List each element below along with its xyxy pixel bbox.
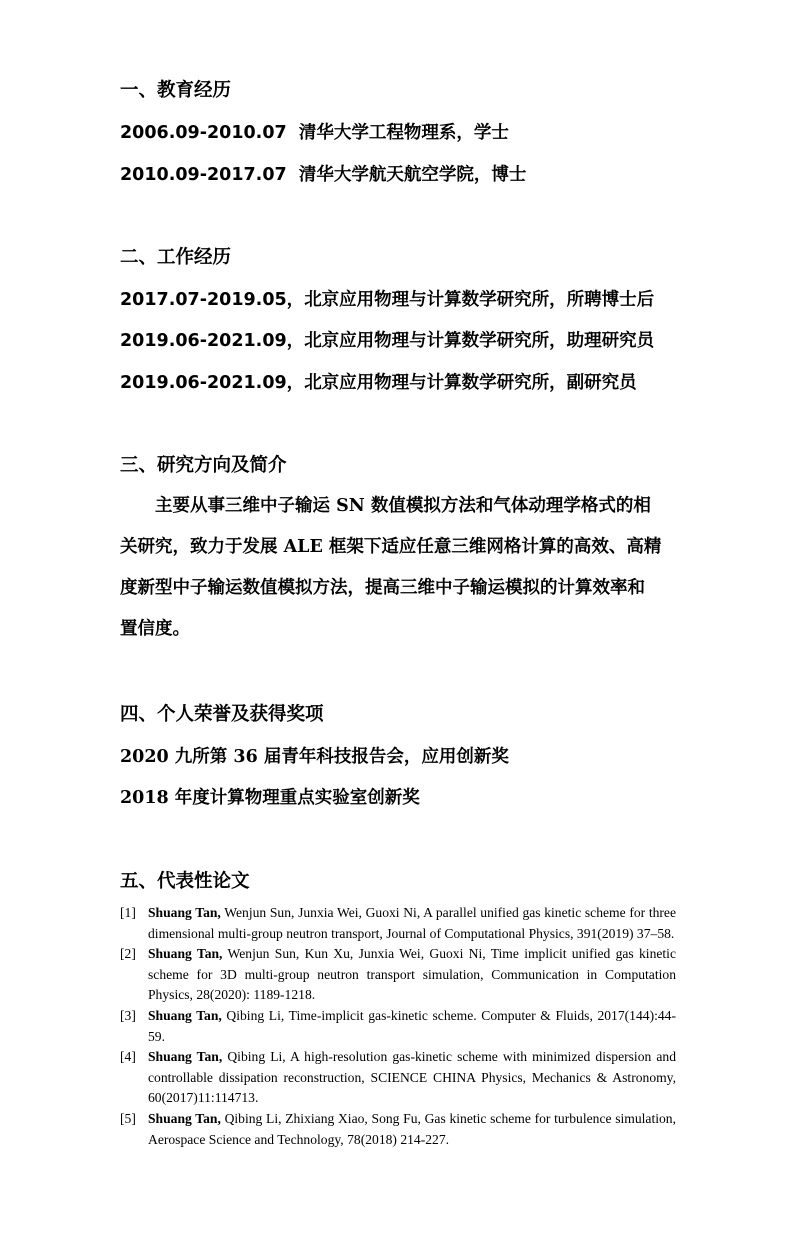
research-line: 置信度。 [120,619,190,639]
reference-number: [5] [120,1110,136,1126]
reference-author: Shuang Tan, [148,1110,221,1126]
work-item [120,329,654,353]
education-item [120,121,509,145]
reference-number: [4] [120,1049,136,1065]
reference-number: [1] [120,905,136,920]
reference-number: [3] [120,1007,136,1023]
reference-text [148,903,676,944]
reference-item [120,903,676,944]
reference-item [120,1047,676,1109]
reference-item [120,1006,676,1047]
research-line: 度新型中子输运数值模拟方法，提高三维中子输运模拟的计算效率和 [120,578,645,598]
education-date: 2006.09-2010.07 [120,123,287,143]
reference-text [148,944,676,1006]
reference-rest: Qibing Li, Time-implicit gas-kinetic scheme. Computer & Fluids, 2017(144):44-59. [148,1007,676,1044]
honors-heading: 四、个人荣誉及获得奖项 [120,704,324,725]
reference-item [120,1109,676,1150]
work-text: 北京应用物理与计算数学研究所，副研究员 [304,373,637,393]
reference-author: Shuang Tan, [148,946,223,962]
reference-text [148,1006,676,1047]
work-item [120,371,637,395]
reference-rest: Wenjun Sun, Kun Xu, Junxia Wei, Guoxi Ni, Time implicit unified gas kinetic scheme for 3D multi-group neutron transport simulation, Communication in Computation Physics, 28(2020): 1189-1218. [148,946,676,1003]
reference-rest: Qibing Li, A high-resolution gas-kinetic scheme with minimized dispersion and controllable dissipation reconstruction, SCIENCE CHINA Physics, Mechanics & Astronomy, 60(2017)11:114713. [148,1049,677,1106]
work-date: 2019.06-2021.09， [120,331,305,351]
work-item [120,288,654,312]
education-item [120,163,526,187]
papers-heading: 五、代表性论文 [120,871,250,892]
reference-author: Shuang Tan, [148,1007,222,1023]
education-text: 清华大学航天航空学院，博士 [298,165,527,185]
education-text: 清华大学工程物理系，学士 [298,123,509,143]
work-heading: 二、工作经历 [120,247,232,268]
reference-text [148,1047,676,1109]
reference-list [120,903,676,1150]
reference-author: Shuang Tan, [148,905,221,920]
reference-rest: Wenjun Sun, Junxia Wei, Guoxi Ni, A parallel unified gas kinetic scheme for three dimensional multi-group neutron transport, Journal of Computational Physics, 391(2019) 37–58. [148,905,676,941]
research-heading: 三、研究方向及简介 [120,455,287,476]
reference-text [148,1109,676,1150]
work-text: 北京应用物理与计算数学研究所，助理研究员 [304,331,655,351]
work-text: 北京应用物理与计算数学研究所，所聘博士后 [304,290,655,310]
research-line: 关研究，致力于发展 ALE 框架下适应任意三维网格计算的高效、高精 [120,537,662,557]
reference-author: Shuang Tan, [148,1049,223,1065]
reference-rest: Qibing Li, Zhixiang Xiao, Song Fu, Gas kinetic scheme for turbulence simulation, Aerospace Science and Technology, 78(2018) 214-227. [148,1110,677,1147]
research-line: 主要从事三维中子输运 SN 数值模拟方法和气体动理学格式的相 [120,496,651,516]
education-date: 2010.09-2017.07 [120,165,287,185]
work-date: 2019.06-2021.09， [120,373,305,393]
reference-number: [2] [120,946,136,962]
honor-item: 2020 九所第 36 届青年科技报告会，应用创新奖 [120,747,509,767]
honor-item: 2018 年度计算物理重点实验室创新奖 [120,788,420,808]
research-paragraph [120,486,676,650]
reference-item [120,944,676,1006]
work-date: 2017.07-2019.05， [120,290,305,310]
education-heading: 一、教育经历 [120,80,232,101]
